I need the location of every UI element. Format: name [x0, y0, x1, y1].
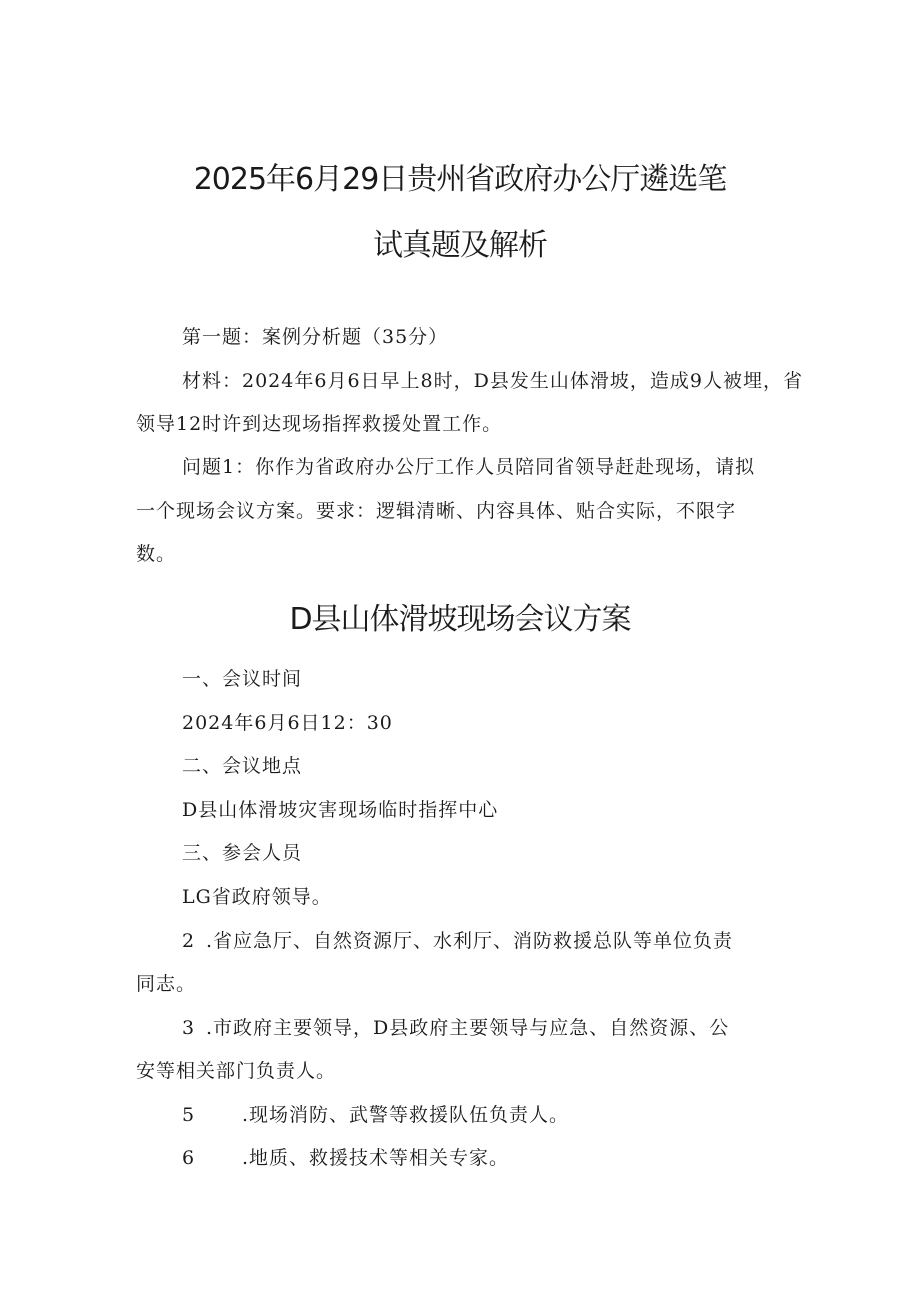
question1-line-1: 问题1：你作为省政府办公厅工作人员陪同省领导赶赴现场，请拟 [182, 456, 756, 478]
attendee-item-6-number: 6 [182, 1147, 195, 1169]
attendee-item-6-text: .地质、救援技术等相关专家。 [242, 1147, 510, 1169]
document-title-line-1: 2025年6月29日贵州省政府办公厅遴选笔 [193, 162, 727, 197]
attendee-item-1: LG省政府领导。 [182, 886, 332, 908]
attendee-item-3-number: 3 [182, 1017, 195, 1039]
document-title-line-2: 试真题及解析 [373, 228, 547, 263]
question1-line-2: 一个现场会议方案。要求：逻辑清晰、内容具体、贴合实际，不限字 [136, 500, 737, 522]
attendee-item-3-line-2: 安等相关部门负责人。 [136, 1060, 337, 1082]
section-heading-place: 二、会议地点 [182, 755, 303, 777]
plan-title: D县山体滑坡现场会议方案 [289, 602, 631, 637]
meeting-place-value: D县山体滑坡灾害现场临时指挥中心 [182, 799, 499, 821]
attendee-item-2-number: 2 [182, 930, 195, 952]
section-heading-attendees: 三、参会人员 [182, 842, 303, 864]
question-heading: 第一题：案例分析题（35分） [182, 326, 449, 348]
meeting-time-value: 2024年6月6日12：30 [182, 712, 393, 734]
attendee-item-5-text: .现场消防、武警等救援队伍负责人。 [242, 1104, 570, 1126]
attendee-item-5-number: 5 [182, 1104, 195, 1126]
material-line-1: 材料：2024年6月6日早上8时，D县发生山体滑坡，造成9人被埋，省 [182, 370, 803, 392]
question1-line-3: 数。 [136, 543, 177, 565]
attendee-item-2-line-1: .省应急厅、自然资源厅、水利厅、消防救援总队等单位负责 [206, 930, 734, 952]
material-line-2: 领导12时许到达现场指挥救援处置工作。 [136, 413, 503, 435]
attendee-item-3-line-1: .市政府主要领导，D县政府主要领导与应急、自然资源、公 [206, 1017, 730, 1039]
attendee-item-2-line-2: 同志。 [136, 973, 197, 995]
section-heading-time: 一、会议时间 [182, 668, 303, 690]
